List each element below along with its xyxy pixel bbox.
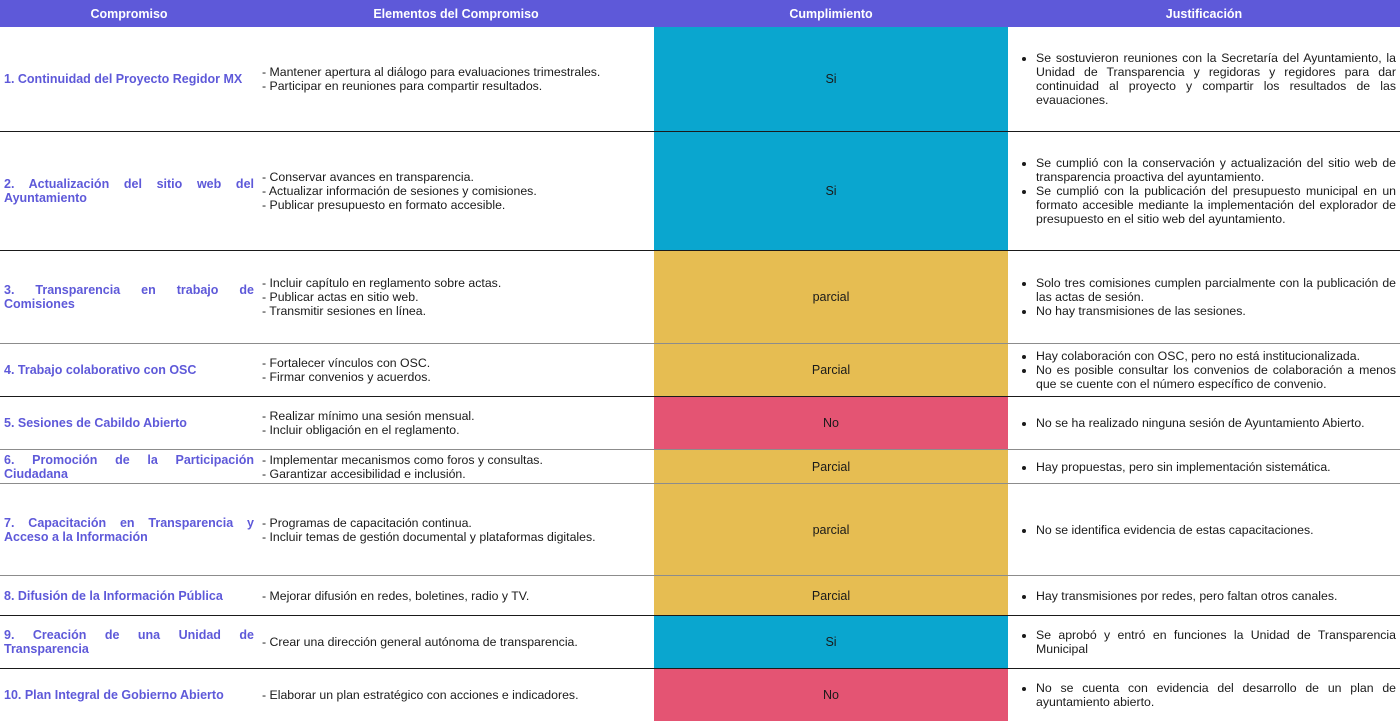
justificacion-cell <box>1008 450 1400 483</box>
cumplimiento-status-badge <box>654 616 1008 668</box>
table-header <box>0 0 1400 27</box>
justificacion-cell <box>1008 576 1400 615</box>
justificacion-item: • No se cuenta con evidencia del desarrollo de un plan de ayuntamiento abierto. <box>1036 681 1396 709</box>
elemento-item: - Programas de capacitación continua. <box>262 515 472 530</box>
elementos-cell <box>258 397 654 449</box>
elemento-item: - Elaborar un plan estratégico con acciones e indicadores. <box>262 688 579 702</box>
table-row <box>0 27 1400 132</box>
table-row <box>0 397 1400 450</box>
cumplimiento-value: parcial <box>812 290 850 304</box>
table-row <box>0 576 1400 616</box>
cumplimiento-status-badge <box>654 27 1008 131</box>
justificacion-item: • No se identifica evidencia de estas capacitaciones. <box>1036 523 1314 537</box>
header-justificacion: Justificación <box>1165 6 1243 21</box>
elemento-item: - Mejorar difusión en redes, boletines, radio y TV. <box>262 588 530 603</box>
compromiso-title: 4. Trabajo colaborativo con OSC <box>4 363 197 377</box>
table-body <box>0 27 1400 721</box>
cumplimiento-value: Parcial <box>811 459 851 474</box>
elementos-cell <box>258 251 654 343</box>
justificacion-item: • Hay colaboración con OSC, pero no está institucionalizada. <box>1036 349 1396 363</box>
justificacion-item: • No hay transmisiones de las sesiones. <box>1036 304 1396 318</box>
elemento-item: - Incluir capítulo en reglamento sobre actas. <box>262 276 502 290</box>
justificacion-cell <box>1008 132 1400 250</box>
justificacion-item: • Se aprobó y entró en funciones la Unidad de Transparencia Municipal <box>1036 628 1396 656</box>
justificacion-cell <box>1008 484 1400 575</box>
header-cumplimiento: Cumplimiento <box>789 6 873 21</box>
table-row <box>0 132 1400 251</box>
compromiso-title: 1. Continuidad del Proyecto Regidor MX <box>4 72 243 86</box>
compromiso-cell <box>0 669 258 721</box>
elementos-cell <box>258 484 654 575</box>
justificacion-cell <box>1008 27 1400 131</box>
elemento-item: - Incluir temas de gestión documental y plataformas digitales. <box>262 529 596 544</box>
table-row <box>0 484 1400 576</box>
compromiso-cell <box>0 397 258 449</box>
justificacion-item: • Solo tres comisiones cumplen parcialmente con la publicación de las actas de sesión. <box>1036 276 1396 304</box>
elementos-cell <box>258 616 654 668</box>
compromiso-title: 10. Plan Integral de Gobierno Abierto <box>4 688 224 702</box>
elementos-cell <box>258 344 654 396</box>
justificacion-item: • No se ha realizado ninguna sesión de Ayuntamiento Abierto. <box>1036 416 1365 430</box>
compromiso-title: 9. Creación de una Unidad de Transparencia <box>4 628 254 656</box>
justificacion-cell <box>1008 397 1400 449</box>
elementos-cell <box>258 450 654 483</box>
compromiso-title: 5. Sesiones de Cabildo Abierto <box>4 416 187 430</box>
table-row <box>0 616 1400 669</box>
compromiso-title: 2. Actualización del sitio web del Ayuntamiento <box>4 177 254 205</box>
compromiso-cell <box>0 251 258 343</box>
table-row <box>0 450 1400 484</box>
cumplimiento-status-badge <box>654 132 1008 250</box>
elemento-item: - Participar en reuniones para compartir resultados. <box>262 79 543 93</box>
cumplimiento-status-badge <box>654 669 1008 721</box>
justificacion-cell <box>1008 251 1400 343</box>
elemento-item: - Realizar mínimo una sesión mensual. <box>262 409 475 423</box>
justificacion-item: • Se cumplió con la publicación del presupuesto municipal en un formato accesible mediante la implementación del explorador de presupuesto en el sitio web del ayuntamiento. <box>1036 184 1396 226</box>
justificacion-item: • Hay transmisiones por redes, pero faltan otros canales. <box>1036 589 1337 603</box>
compromiso-cell <box>0 576 258 615</box>
justificacion-list <box>1014 523 1314 537</box>
cumplimiento-value: No <box>823 416 839 430</box>
justificacion-cell <box>1008 669 1400 721</box>
justificacion-cell <box>1008 616 1400 668</box>
cumplimiento-status-badge <box>654 251 1008 343</box>
elementos-cell <box>258 669 654 721</box>
elemento-item: - Publicar actas en sitio web. <box>262 290 419 304</box>
justificacion-list <box>1014 460 1331 474</box>
elemento-item: - Actualizar información de sesiones y comisiones. <box>262 184 537 198</box>
justificacion-list <box>1014 628 1396 656</box>
elemento-item: - Mantener apertura al diálogo para evaluaciones trimestrales. <box>262 65 601 79</box>
cumplimiento-status-badge <box>654 576 1008 615</box>
compromiso-title: 8. Difusión de la Información Pública <box>4 588 223 603</box>
compromiso-cell <box>0 450 258 483</box>
table-row <box>0 251 1400 344</box>
justificacion-item: • Se sostuvieron reuniones con la Secretaría del Ayuntamiento, la Unidad de Transparencia y regidoras y regidores para dar continuidad al proyecto y compartir los resultados de las evauaciones. <box>1036 51 1396 107</box>
justificacion-list <box>1014 276 1396 318</box>
elemento-item: - Fortalecer vínculos con OSC. <box>262 356 431 370</box>
cumplimiento-value: Si <box>825 72 837 86</box>
cumplimiento-value: Si <box>825 184 837 198</box>
cumplimiento-status-badge <box>654 484 1008 575</box>
compromiso-cell <box>0 484 258 575</box>
justificacion-list <box>1014 51 1396 107</box>
justificacion-item: • Se cumplió con la conservación y actualización del sitio web de transparencia proactiva del ayuntamiento. <box>1036 156 1396 184</box>
table-row <box>0 669 1400 721</box>
elementos-cell <box>258 27 654 131</box>
justificacion-item: • No es posible consultar los convenios de colaboración a menos que se cuente con el número específico de convenio. <box>1036 363 1396 391</box>
cumplimiento-value: Parcial <box>811 588 851 603</box>
justificacion-list <box>1014 156 1396 226</box>
compromiso-cell <box>0 344 258 396</box>
header-compromiso: Compromiso <box>90 6 168 21</box>
justificacion-list <box>1014 349 1396 391</box>
elementos-cell <box>258 132 654 250</box>
elemento-item: - Firmar convenios y acuerdos. <box>262 370 431 384</box>
elemento-item: - Garantizar accesibilidad e inclusión. <box>262 466 466 481</box>
cumplimiento-status-badge <box>654 397 1008 449</box>
justificacion-list <box>1014 589 1337 603</box>
elemento-item: - Publicar presupuesto en formato accesible. <box>262 198 506 212</box>
cumplimiento-value: parcial <box>812 522 850 537</box>
compromiso-title: 7. Capacitación en Transparencia y Acceso a la Información <box>4 515 254 544</box>
elemento-item: - Incluir obligación en el reglamento. <box>262 423 460 437</box>
compromiso-cell <box>0 27 258 131</box>
compromiso-title: 3. Transparencia en trabajo de Comisiones <box>4 283 254 311</box>
cumplimiento-value: Parcial <box>811 363 851 377</box>
compromiso-cell <box>0 616 258 668</box>
compromiso-cell <box>0 132 258 250</box>
justificacion-list <box>1014 416 1365 430</box>
header-elementos: Elementos del Compromiso <box>373 6 539 21</box>
justificacion-list <box>1014 681 1396 709</box>
justificacion-item: • Hay propuestas, pero sin implementación sistemática. <box>1036 460 1331 474</box>
elementos-cell <box>258 576 654 615</box>
elemento-item: - Implementar mecanismos como foros y consultas. <box>262 452 543 467</box>
cumplimiento-value: Si <box>825 635 837 649</box>
elemento-item: - Crear una dirección general autónoma de transparencia. <box>262 635 578 649</box>
cumplimiento-status-badge <box>654 450 1008 483</box>
table-row <box>0 344 1400 397</box>
justificacion-cell <box>1008 344 1400 396</box>
elemento-item: - Conservar avances en transparencia. <box>262 170 474 184</box>
cumplimiento-status-badge <box>654 344 1008 396</box>
elemento-item: - Transmitir sesiones en línea. <box>262 304 427 318</box>
compromiso-title: 6. Promoción de la Participación Ciudadana <box>4 452 254 481</box>
cumplimiento-value: No <box>823 688 839 702</box>
